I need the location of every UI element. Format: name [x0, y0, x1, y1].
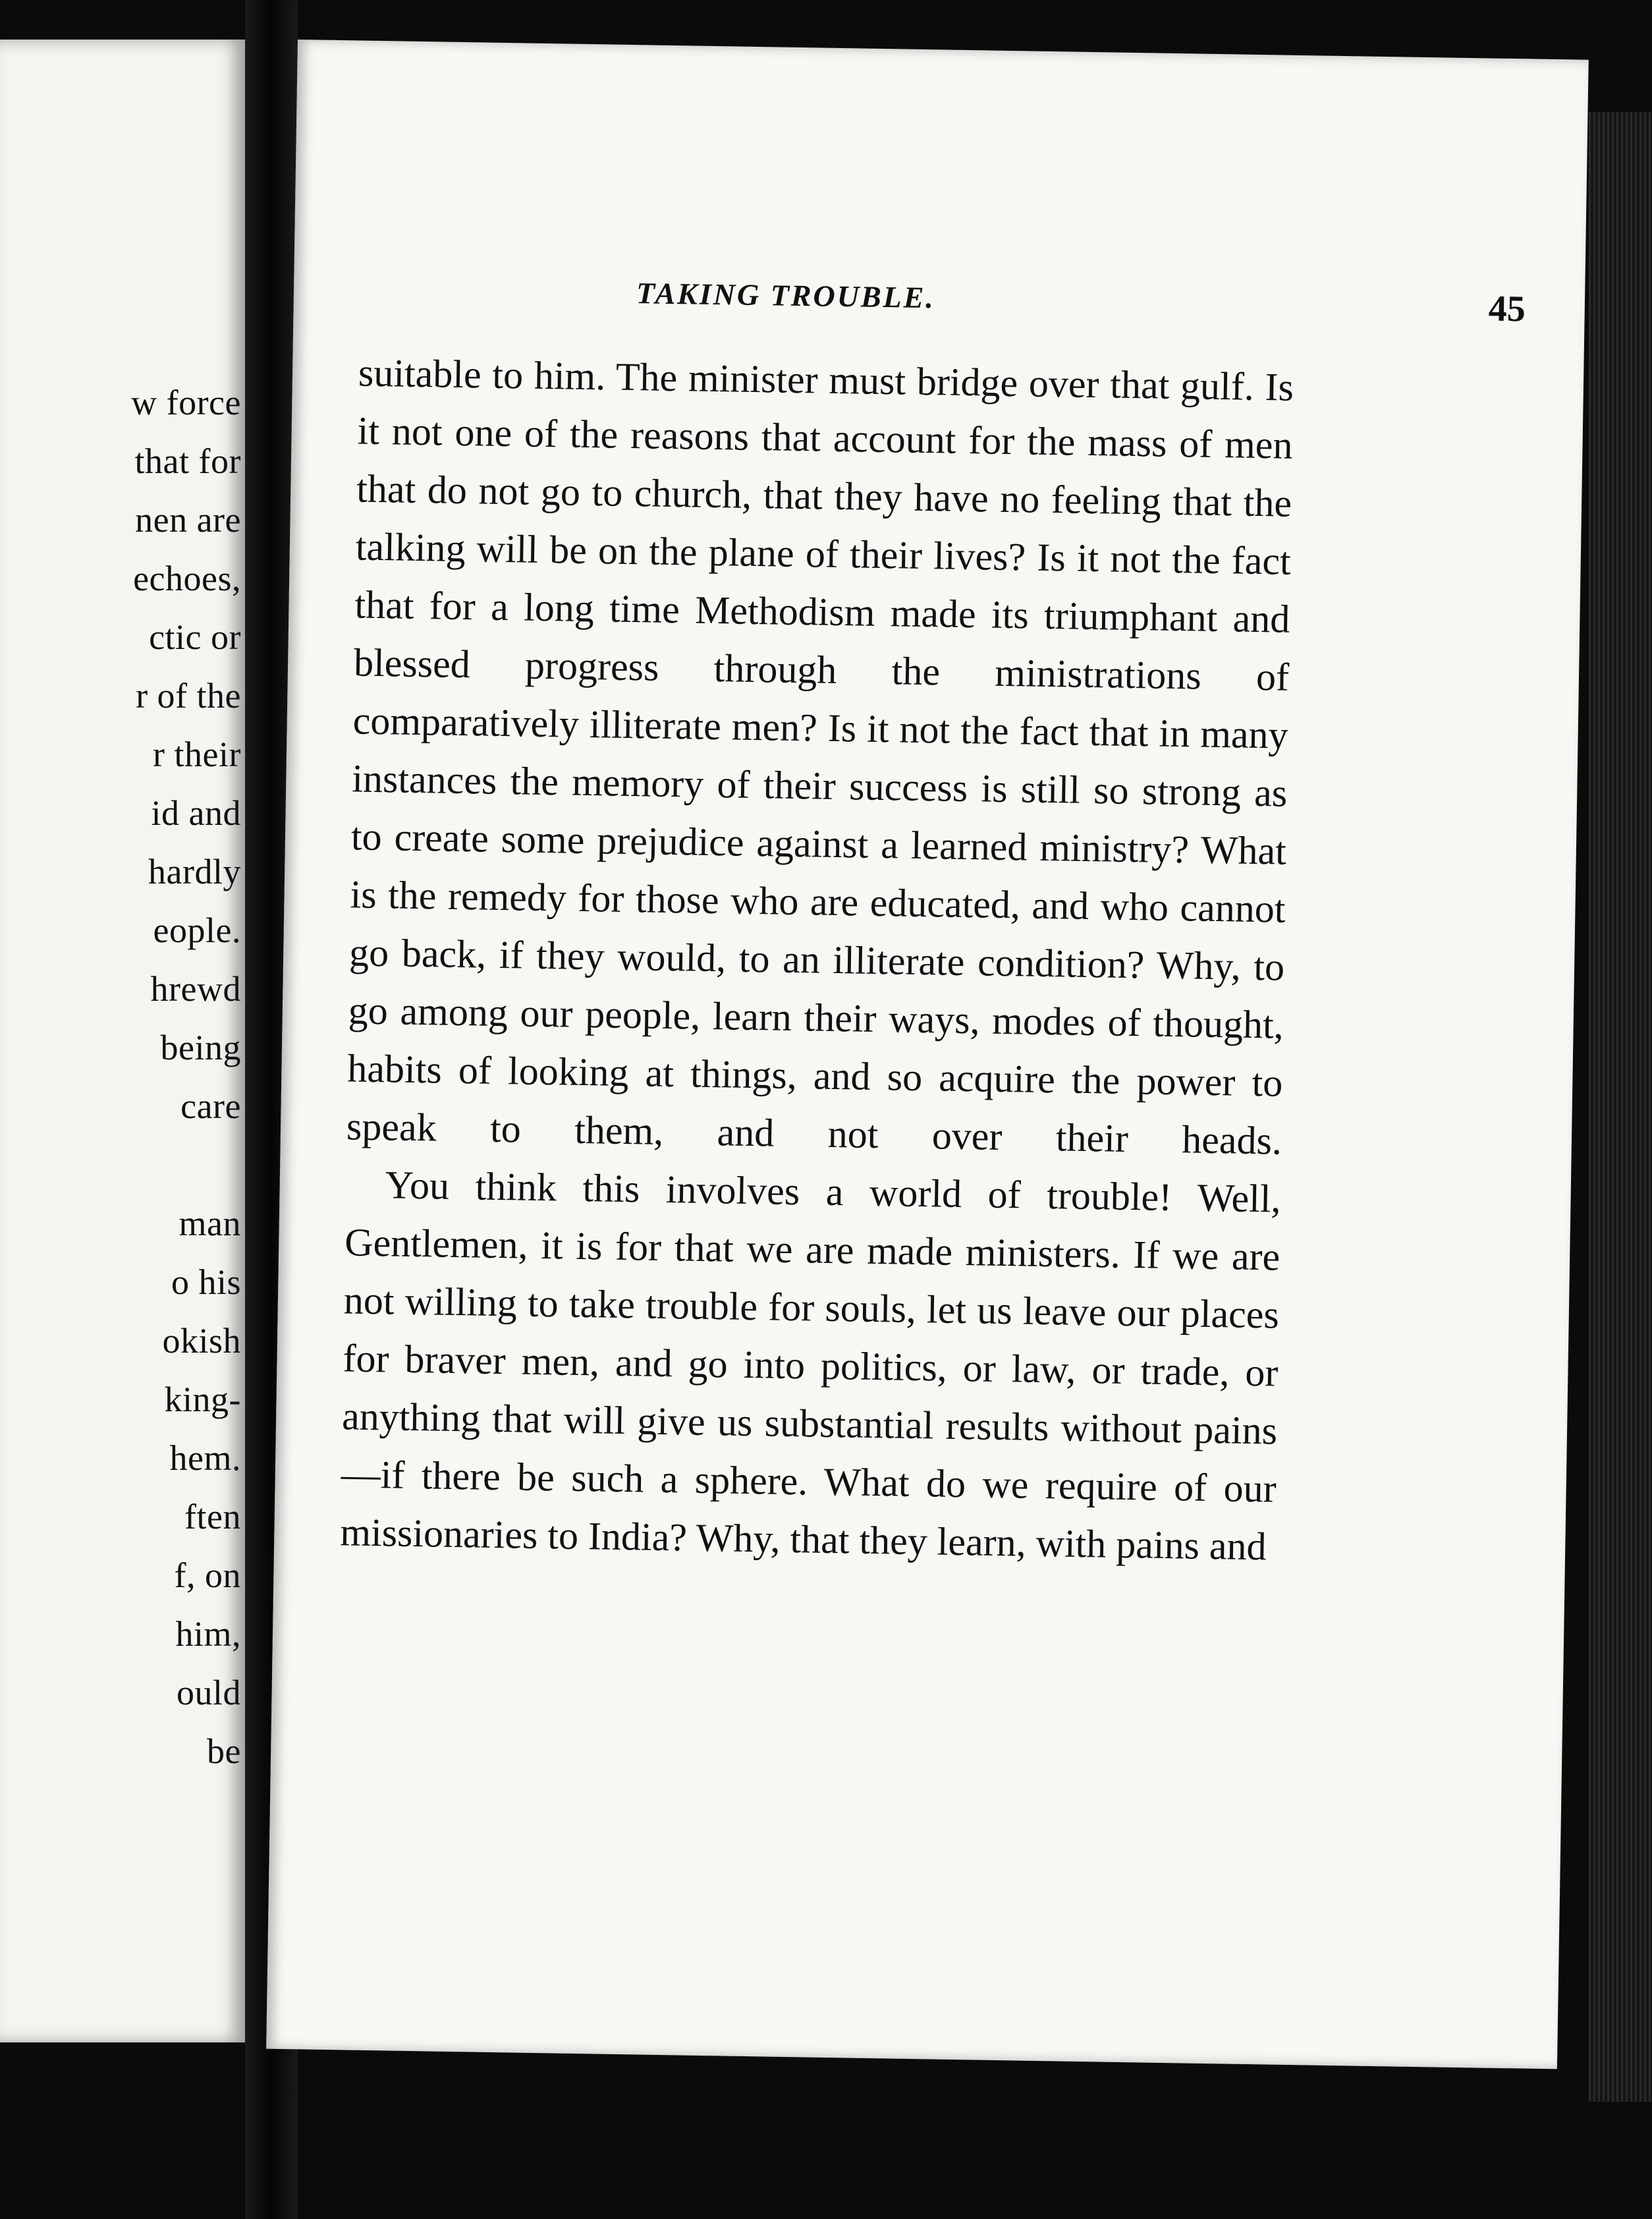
facing-page-line: being — [160, 1028, 241, 1067]
facing-page-line: okish — [162, 1321, 241, 1361]
facing-page-line: o his — [171, 1262, 241, 1302]
facing-page-line: be — [207, 1731, 241, 1771]
facing-page-line: ctic or — [149, 617, 241, 657]
facing-page-line: r of the — [136, 676, 241, 716]
facing-page-line: hrewd — [150, 969, 241, 1009]
body-text — [340, 344, 1294, 1576]
facing-page-line: ould — [176, 1673, 241, 1712]
facing-page-line: eople. — [153, 911, 241, 950]
page-number: 45 — [1488, 288, 1526, 330]
facing-page-line: f, on — [174, 1556, 241, 1595]
running-head: TAKING TROUBLE. — [636, 276, 936, 315]
facing-page-line: id and — [151, 793, 241, 833]
facing-page-line: hem. — [169, 1438, 241, 1478]
facing-page — [0, 40, 245, 2042]
facing-page-line: care — [180, 1086, 241, 1126]
facing-page-line: r their — [153, 735, 241, 774]
facing-page-line: man — [179, 1204, 241, 1243]
facing-page-line: nen are — [135, 500, 241, 540]
facing-page-line: hardly — [148, 852, 241, 891]
facing-page-line: echoes, — [133, 559, 241, 598]
facing-page-line: ften — [184, 1497, 241, 1536]
paragraph: You think this involves a world of trouble! Well, Gentlemen, it is for that we are made ministers. If we are not willing to take trouble for souls, let us leave our places for braver men, and go into politics, or law, or trade, or anything that will give us substantial results without pains—if there be such a sphere. What do we require of our missionaries to India? Why, that they learn, with pains and — [339, 1163, 1282, 1569]
facing-page-line: w force — [131, 383, 241, 422]
facing-page-line: king- — [164, 1380, 241, 1419]
page-block-edge — [1589, 112, 1652, 2102]
paragraph: suitable to him. The minister must bridge over that gulf. Is it not one of the reasons that account for the mass of men that do not go to church, that they have no feeling that the talking will be on the plane of their lives? Is it not the fact that for a long time Methodism made its triumphant and blessed progress through the ministrations of comparatively illiterate men? Is it not the fact that in many instances the memory of their success is still so strong as to create some prejudice against a learned ministry? What is the remedy for those who are educated, and who cannot go back, if they would, to an illiterate condition? Why, to go among our people, learn their ways, modes of thought, habits of looking at things, and so acquire the power to speak to them, and not over their heads. — [346, 351, 1294, 1163]
main-page — [266, 40, 1589, 2069]
facing-page-line: that for — [134, 441, 241, 481]
facing-page-line: him, — [175, 1614, 241, 1654]
